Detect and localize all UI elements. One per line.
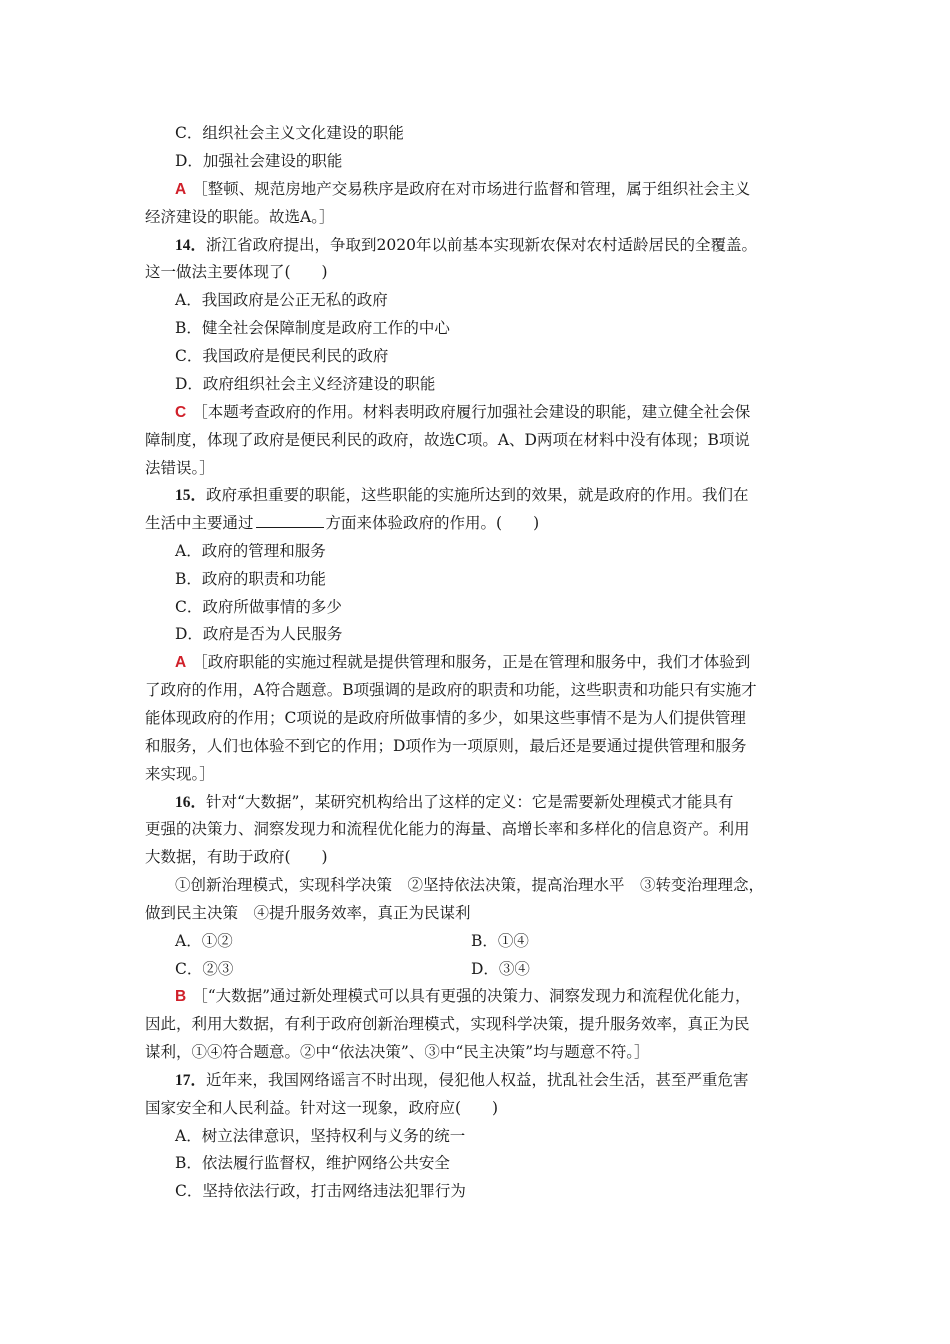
q15-stem-cont [145, 513, 539, 533]
q16-statements: ①创新治理模式，实现科学决策 ②坚持依法决策，提高治理水平 ③转变治理理念， [175, 876, 765, 894]
q15-explanation-cont: 来实现。］ [145, 765, 215, 783]
q15-option-b: B．政府的职责和功能 [175, 570, 326, 588]
q16-statements-cont: 做到民主决策 ④提升服务效率，真正为民谋利 [145, 904, 471, 922]
q16-answer-key: B [175, 988, 187, 1005]
q15-stem-text: 政府承担重要的职能，这些职能的实施所达到的效果，就是政府的作用。我们在 [206, 486, 749, 504]
q14-option-c: C．我国政府是便民利民的政府 [175, 347, 389, 365]
q16-explanation-cont: 因此，利用大数据，有利于政府创新治理模式，实现科学决策，提升服务效率，真正为民 [145, 1015, 750, 1033]
q15-explanation-cont: 和服务，人们也体验不到它的作用；D项作为一项原则，最后还是要通过提供管理和服务 [145, 737, 747, 755]
q16-option-d: D．③④ [471, 960, 530, 978]
q17-option-b: B．依法履行监督权，维护网络公共安全 [175, 1154, 450, 1172]
q16-stem-line [175, 792, 733, 813]
q16-option-a: A．①② [175, 932, 233, 950]
q14-stem-line [175, 235, 757, 256]
q15-option-c: C．政府所做事情的多少 [175, 598, 342, 616]
q14-option-a: A．我国政府是公正无私的政府 [175, 291, 388, 309]
q15-explanation-text: ［政府职能的实施过程就是提供管理和服务，正是在管理和服务中，我们才体验到 [192, 653, 751, 671]
q16-explanation-text: ［“大数据”通过新处理模式可以具有更强的决策力、洞察发现力和流程优化能力， [192, 987, 751, 1005]
q13-explanation-cont: 经济建设的职能。故选A。］ [145, 208, 335, 226]
q14-explanation-cont: 法错误。］ [145, 459, 215, 477]
q13-explanation-line [175, 179, 750, 200]
q17-option-c: C．坚持依法行政，打击网络违法犯罪行为 [175, 1182, 466, 1200]
q14-explanation-text: ［本题考查政府的作用。材料表明政府履行加强社会建设的职能，建立健全社会保 [192, 403, 751, 421]
q13-explanation-text: ［整顿、规范房地产交易秩序是政府在对市场进行监督和管理，属于组织社会主义 [192, 180, 751, 198]
q16-option-c: C．②③ [175, 960, 234, 978]
q16-stem-cont: 大数据，有助于政府( ) [145, 848, 328, 866]
q16-stem-text: 针对“大数据”，某研究机构给出了这样的定义：它是需要新处理模式才能具有 [206, 793, 734, 811]
q17-option-a: A．树立法律意识，坚持权利与义务的统一 [175, 1127, 466, 1145]
q16-explanation-line [175, 986, 751, 1007]
q14-option-d: D．政府组织社会主义经济建设的职能 [175, 375, 436, 393]
q15-explanation-cont: 能体现政府的作用；C项说的是政府所做事情的多少，如果这些事情不是为人们提供管理 [145, 709, 746, 727]
q16-stem-cont: 更强的决策力、洞察发现力和流程优化能力的海量、高增长率和多样化的信息资产。利用 [145, 820, 750, 838]
q13-option-c: C．组织社会主义文化建设的职能 [175, 124, 404, 142]
q14-stem-text: 浙江省政府提出，争取到2020年以前基本实现新农保对农村适龄居民的全覆盖。 [206, 236, 757, 254]
q14-option-b: B．健全社会保障制度是政府工作的中心 [175, 319, 450, 337]
q14-stem-cont: 这一做法主要体现了( ) [145, 263, 328, 281]
q16-explanation-cont: 谋利，①④符合题意。②中“依法决策”、③中“民主决策”均与题意不符。］ [145, 1043, 650, 1061]
q15-option-a: A．政府的管理和服务 [175, 542, 326, 560]
q15-number: 15． [175, 487, 207, 504]
q15-answer-key: A [175, 654, 187, 671]
q15-stem-part: 生活中主要通过 [145, 514, 254, 532]
q15-explanation-line [175, 652, 750, 673]
q15-stem-line [175, 485, 749, 506]
q14-number: 14． [175, 237, 207, 254]
q15-fill-blank [256, 513, 324, 528]
q17-stem-cont: 国家安全和人民利益。针对这一现象，政府应( ) [145, 1099, 499, 1117]
q15-stem-part: 方面来体验政府的作用。( ) [325, 514, 540, 532]
q17-stem-line [175, 1070, 749, 1091]
q16-number: 16． [175, 794, 207, 811]
q14-explanation-cont: 障制度，体现了政府是便民利民的政府，故选C项。A、D两项在材料中没有体现；B项说 [145, 431, 750, 449]
q13-option-d: D．加强社会建设的职能 [175, 152, 343, 170]
q15-explanation-cont: 了政府的作用，A符合题意。B项强调的是政府的职责和功能，这些职责和功能只有实施才 [145, 681, 757, 699]
q17-stem-text: 近年来，我国网络谣言不时出现，侵犯他人权益，扰乱社会生活，甚至严重危害 [206, 1071, 749, 1089]
q15-option-d: D．政府是否为人民服务 [175, 625, 343, 643]
q14-explanation-line [175, 402, 750, 423]
q17-number: 17． [175, 1072, 207, 1089]
q14-answer-key: C [175, 404, 187, 421]
q13-answer-key: A [175, 181, 187, 198]
q16-option-b: B．①④ [471, 932, 529, 950]
